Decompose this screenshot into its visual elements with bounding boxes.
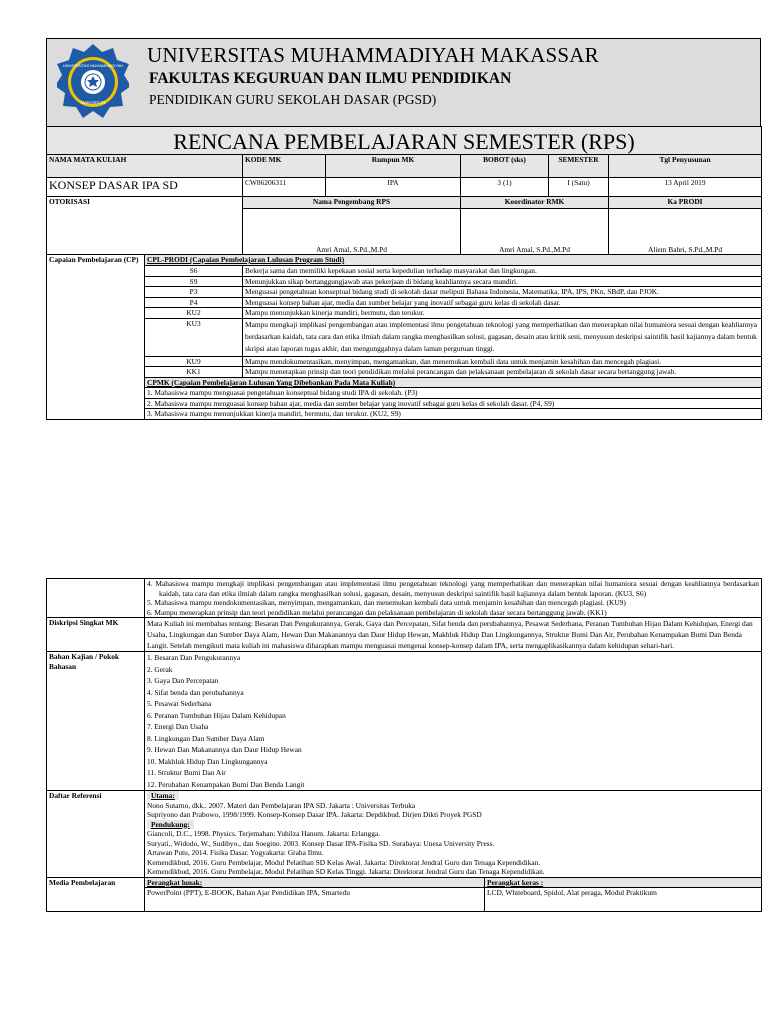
cpl-text: Menunjukkan sikap bertanggungjawab atas pekerjaan di bidang keahliannya secara mandiri. <box>243 276 762 287</box>
university-name: UNIVERSITAS MUHAMMADIYAH MAKASSAR <box>147 43 599 67</box>
ref-item: Giancoli, D.C., 1998. Physics. Terjemahan: Yuhilza Hanum. Jakarta: Erlangga. <box>147 829 381 838</box>
cpl-text: Bekerja sama dan memiliki kepekaan sosial serta kepedulian terhadap masyarakat dan lingkungan. <box>243 266 762 277</box>
course-semester: I (Satu) <box>549 178 609 197</box>
doc-title: RENCANA PEMBELAJARAN SEMESTER (RPS) <box>47 127 762 155</box>
course-code: CW86206311 <box>243 178 326 197</box>
course-credit: 3 (1) <box>461 178 549 197</box>
topic-item: 8. Lingkungan Dan Sumber Daya Alam <box>147 733 265 743</box>
topics-label: Bahan Kajian / Pokok Bahasan <box>47 652 145 791</box>
cp-label-continued <box>47 579 145 618</box>
course-cluster-header: Rumpun MK <box>326 155 461 178</box>
description-label: Diskripsi Singkat MK <box>47 618 145 652</box>
cpl-text: Mampu mendokumentasikan, menyimpan, mengamankan, dan menemukan kembali data untuk menjamin kesahihan dan mencegah plagiasi. <box>243 356 762 367</box>
coordinator-name: Amri Amal, S.Pd.,M.Pd <box>461 209 609 255</box>
course-code-header: KODE MK <box>243 155 326 178</box>
ref-item: Kemendikbud, 2016. Guru Pembelajar, Modul Pelatihan SD Kelas Awal. Jakarta: Direktorat Jendral Guru dan Tenaga Kependidikan. <box>147 857 541 867</box>
cpmk-item: 1. Mahasiswa mampu menguasai pengetahuan konseptual bidang studi IPA di sekolah. (P3) <box>145 388 762 399</box>
topic-item: 12. Perubahan Kenampakan Bumi Dan Benda Langit <box>147 779 305 789</box>
topic-item: 7. Energi Dan Usaha <box>147 722 209 731</box>
topic-item: 5. Pesawat Sederhana <box>147 699 212 708</box>
cpl-code: KU9 <box>145 356 243 367</box>
course-date-header: Tgl Penyusunan <box>609 155 762 178</box>
cpmk-continued <box>145 579 762 618</box>
ref-item: Nono Sutarno, dkk.. 2007. Materi dan Pembelajaran IPA SD. Jakarta : Universitas Terbuka <box>147 800 416 810</box>
ref-item: Kemendikbud, 2016. Guru Pembelajar, Modul Pelatihan SD Kelas Tinggi. Jakarta: Direktorat Jendral Guru dan Tenaga Kependidikan. <box>147 867 545 876</box>
description-text: Mata Kuliah ini membahas tentang: Besaran Dan Pengukurannya, Gerak, Gaya dan Percepatan, Sifat benda dan perubahannya, Pesawat Sederhana, Peranan Tumbuhan Hijau Dalam Kehidupan, Energi dan Usaha, Lingkungan dan Sumber Daya Alam, Hewan Dan Makanannya dan Daur Hidup Hewan, Makhluk Hidup Dan Lingkungannya, Struktur Bumi Dan Air, Perubahan Kenampakan Bumi Dan Benda Langit. Setelah mengikuti mata kuliah ini mahasiswa diharapkan mampu menguasai mengenai konsep-konsep dalam IPA, serta mengaplikasikannya dalam kehidupan sehari-hari. <box>145 618 762 652</box>
rps-table-page-1 <box>46 126 762 420</box>
cpl-code: KU2 <box>145 308 243 319</box>
cpl-text: Menguasai pengetahuan konseptual bidang studi di sekolah dasar meliputi Bahasa Indonesia, Matematika, IPA, IPS, PKn, SBdP, dan PJOK. <box>243 287 762 298</box>
cpl-code: S9 <box>145 276 243 287</box>
course-semester-header: SEMESTER <box>549 155 609 178</box>
topics-list <box>145 652 762 791</box>
software-list: PowerPoint (PPT), E-BOOK, Bahan Ajar Pendidikan IPA, Smartedu <box>145 888 485 912</box>
cp-label: Capaian Pembelajaran (CP) <box>47 255 145 420</box>
ref-item: Supriyono dan Prabowo, 1998/1999. Konsep-Konsep Dasar IPA. Jakarta: Depdikbud. Dirjen Dikti Proyek PGSD <box>147 810 482 819</box>
topic-item: 11. Struktur Bumi Dan Air <box>147 768 226 777</box>
head-name: Aliem Bahri, S.Pd.,M.Pd <box>609 209 762 255</box>
topic-item: 1. Besaran Dan Pengukurannya <box>147 653 241 662</box>
document-header <box>46 38 761 127</box>
developer-name: Amri Amal, S.Pd.,M.Pd <box>243 209 461 255</box>
cpmk-item: 2. Mahasiswa mampu menguasai konsep bahan ajar, media dan sumber belajar yang inovatif sebagai guru kelas di sekolah dasar. (P4, S9) <box>145 398 762 409</box>
svg-text:UNIVERSITAS MUHAMMADIYAH: UNIVERSITAS MUHAMMADIYAH <box>62 63 124 68</box>
cpmk-item: 3. Mahasiswa mampu menunjukkan kinerja mandiri, bermutu, dan terukur. (KU2, S9) <box>145 409 762 420</box>
cpl-code: S6 <box>145 266 243 277</box>
authorization-label: OTORISASI <box>47 197 243 255</box>
course-cluster: IPA <box>326 178 461 197</box>
topic-item: 2. Gerak <box>147 664 173 674</box>
references-list <box>145 791 762 878</box>
cpl-text: Menguasai konsep bahan ajar, media dan sumber belajar yang inovatif sebagai guru kelas di sekolah dasar. <box>243 297 762 308</box>
cpmk-item: 5. Mahasiswa mampu mendokumentasikan, menyimpan, mengamankan, dan menemukan kembali data untuk menjamin kesahihan dan mencegah plagiasi. (KU9) <box>147 598 626 607</box>
cpl-text: Mampu menunjukkan kinerja mandiri, bermutu, dan terukur. <box>243 308 762 319</box>
cpl-code: KU3 <box>145 318 243 356</box>
developer-label: Nama Pengembang RPS <box>243 197 461 209</box>
cpl-title: CPL-PRODI (Capaian Pembelajaran Lulusan Program Studi) <box>145 255 762 266</box>
topic-item: 3. Gaya Dan Percepatan <box>147 676 219 685</box>
topic-item: 6. Peranan Tumbuhan Hijau Dalam Kehidupan <box>147 710 286 720</box>
cpmk-item: 4. Mahasiswa mampu mengkaji implikasi pengembangan atau implementasi ilmu pengetahuan teknologi yang memperhatikan dan menerapkan nilai humaniora sesuai dengan keahliannya berdasarkan kaidah, tata cara dan etika ilmiah dalam rangka menghasilkan solusi, gagasan, desain, menyusun deskripsi saintifik hasil kajiannya dalam bentuk laporan. (KU3, S6) <box>147 579 759 598</box>
course-credit-header: BOBOT (sks) <box>461 155 549 178</box>
course-name-header: NAMA MATA KULIAH <box>47 155 243 178</box>
course-date: 13 April 2019 <box>609 178 762 197</box>
cpmk-title: CPMK (Capaian Pembelajaran Lulusan Yang Dibebankan Pada Mata Kuliah) <box>145 377 762 388</box>
topic-item: 9. Hewan Dan Makanannya dan Daur Hidup Hewan <box>147 745 302 754</box>
ref-item: Artawan Putu, 2014. Fisika Dasar. Yogyakarta: Graha Ilmu. <box>147 848 324 857</box>
cpl-text: Mampu menerapkan prinsip dan teori pendidikan melalui perancangan dan pelaksanaan pembelajaran di sekolah dasar secara bertanggung jawab. <box>243 367 762 378</box>
topic-item: 4. Sifat benda dan perubahannya <box>147 687 244 697</box>
hardware-label: Perangkat keras : <box>485 877 762 888</box>
software-label: Perangkat lunak: <box>145 877 485 888</box>
svg-text:MAKASSAR: MAKASSAR <box>80 100 106 105</box>
topic-item: 10. Makhluk Hidup Dan Lingkungannya <box>147 756 268 766</box>
ref-item: Suryati., Widodo, W., Sudibyo., dan Soegino. 2003. Konsep Dasar IPA-Fisika SD. Surabaya: Unesa University Press. <box>147 838 495 848</box>
faculty-name: FAKULTAS KEGURUAN DAN ILMU PENDIDIKAN <box>149 70 512 87</box>
cpl-code: P3 <box>145 287 243 298</box>
university-logo-icon <box>57 42 129 122</box>
ref-support-title: Pendukung: <box>147 820 194 829</box>
cpl-code: KK1 <box>145 367 243 378</box>
media-label: Media Pembelajaran <box>47 877 145 912</box>
rps-table-page-2 <box>46 578 762 912</box>
ref-main-title: Utama: <box>147 791 179 800</box>
cpmk-item: 6. Mampu menerapkan prinsip dan teori pendidikan melalui perancangan dan pelaksanaan pembelajaran di sekolah dasar secara bertanggung jawab. (KK1) <box>147 607 607 617</box>
program-name: PENDIDIKAN GURU SEKOLAH DASAR (PGSD) <box>149 92 437 107</box>
cpl-code: P4 <box>145 297 243 308</box>
hardware-list: LCD, Whiteboard, Spidol, Alat peraga, Modul Praktikum <box>485 888 762 912</box>
cpl-text: Mampu mengkaji implikasi pengembangan atau implementasi ilmu pengetahuan teknologi yang memperhatikan dan menerapkan nilai humaniora sesuai dengan keahliannya berdasarkan kaidah, tata cara dan etika ilmiah dalam rangka menghasilkan solusi, gagasan, desain atau kritik seni, menyusun deskripsi saintifik hasil kajiannya dalam bentuk skripsi atau laporan tugas akhir, dan mengunggahnya dalam laman perguruan tinggi. <box>243 318 762 356</box>
references-label: Daftar Referensi <box>47 791 145 878</box>
course-name: KONSEP DASAR IPA SD <box>47 178 243 197</box>
coordinator-label: Koordinator RMK <box>461 197 609 209</box>
head-label: Ka PRODI <box>609 197 762 209</box>
